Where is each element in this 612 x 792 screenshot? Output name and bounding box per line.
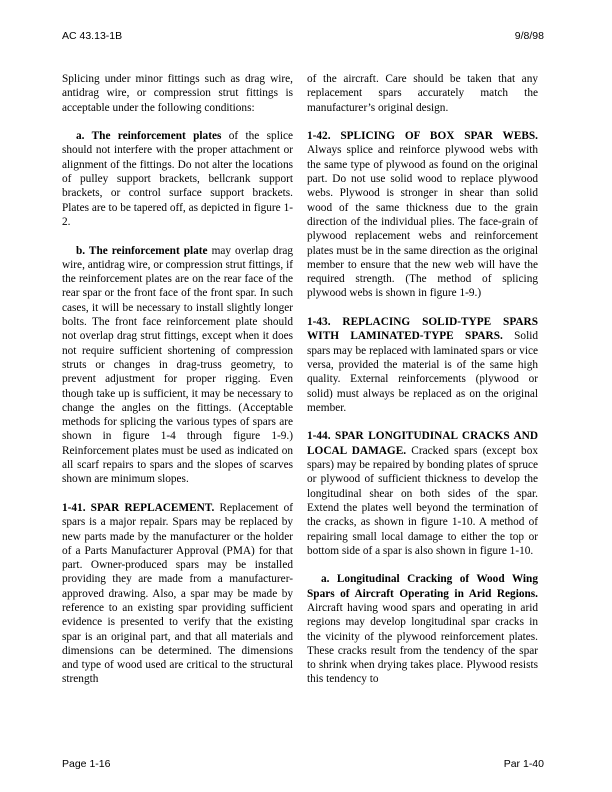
section-1-44-text: Cracked spars (except box spars) may be repaired by bonding plates of spruce or plywood of sufficient thickness to develop the longitudinal shear on both sides of the spar. Extend the plates well beyond the termination of the cracks, as shown in figure 1-10. A method of repairing small local damage to either the top or bottom side of a spar is also shown in figure 1-10.: [307, 444, 538, 557]
section-1-41-heading: 1-41. SPAR REPLACEMENT.: [62, 501, 215, 514]
paragraph-b-lead: b. The reinforcement plate: [76, 244, 208, 257]
section-1-43-text: Solid spars may be replaced with laminated spars or vice versa, provided the material is of the same high quality. External reinforcements (plywood or solid) must always be replaced as on the original member.: [307, 330, 539, 414]
section-1-42-text: Always splice and reinforce plywood webs with the same type of plywood as found on the original part. Do not use solid wood to replace plywood webs. Plywood is stronger in shear than solid wood of the same thickness due to the grain direction of the individual plies. The face-grain of plywood replacement webs and reinforcement plates must be in the same direction as the original member to ensure that the new web will have the required strength. (The method of splicing plywood webs is shown in figure 1-9.): [307, 144, 538, 300]
footer-paragraph-ref: Par 1-40: [503, 758, 544, 770]
section-1-44: [307, 429, 538, 558]
header-date: 9/8/98: [514, 30, 544, 42]
paragraph-a-lead: a. The reinforcement plates: [76, 130, 222, 143]
paragraph-1-44-a-lead: a. Longitudinal Cracking of Wood Wing Spars of Aircraft Operating in Arid Regions.: [307, 573, 538, 600]
paragraph-b-text: may overlap drag wire, antidrag wire, or compression strut fittings, if the reinforcement plates are on the rear face of the rear spar or the front face of the front spar. In such cases, it will be necessary to install slightly longer bolts. The front face reinforcement plate should not overlap drag strut fittings, except when it does not require sufficient shortening of compression struts or changes in drag-truss geometry, to prevent adjustment for proper rigging. Even though take up is sufficient, it may be necessary to change the angles on the fittings. (Acceptable methods for splicing the various types of spars are shown in figure 1-4 through figure 1-9.) Reinforcement plates must be used as indicated on all scarf repairs to spars and the slopes of scarves shown are minimum slopes.: [62, 244, 293, 486]
footer-page-number: Page 1-16: [62, 758, 111, 770]
paragraph-a: [62, 129, 293, 229]
section-1-43: [307, 315, 538, 415]
section-1-43-heading: 1-43. REPLACING SOLID-TYPE SPARS WITH LAMINATED-TYPE SPARS.: [307, 316, 538, 343]
section-1-41: [62, 501, 293, 687]
header-doc-number: AC 43.13-1B: [62, 30, 123, 42]
paragraph-1-44-a-text: Aircraft having wood spars and operating in arid regions may develop longitudinal spar cracks in the vicinity of the plywood reinforcement plates. These cracks result from the tendency of the spar to shrink when drying takes place. Plywood resists this tendency to: [307, 601, 538, 686]
section-1-42: [307, 129, 538, 301]
paragraph-1-44-a: [307, 572, 538, 686]
paragraph-continued: of the aircraft. Care should be taken that any replacement spars accurately match the manufacturer’s original design.: [307, 73, 538, 114]
left-column: [62, 72, 293, 701]
section-1-42-heading: 1-42. SPLICING OF BOX SPAR WEBS.: [307, 130, 538, 143]
paragraph-a-text: of the splice should not interfere with the proper attachment or alignment of the fittings. Do not alter the locations of pulley support brackets, bellcrank support brackets, or control surface support brackets. Plates are to be tapered off, as depicted in figure 1-2.: [62, 130, 293, 228]
paragraph-b: [62, 244, 293, 487]
paragraph-intro: Splicing under minor fittings such as drag wire, antidrag wire, or compression strut fittings is acceptable under the following conditions:: [62, 73, 293, 114]
section-1-41-text: Replacement of spars is a major repair. Spars may be replaced by new parts made by the manufacturer or the holder of a Parts Manufacturer Approval (PMA) for that part. Owner-produced spars may be installed providing they are made from a manufacturer-approved drawing. Also, a spar may be made by reference to an existing spar providing sufficient evidence is presented to verify that the existing spar is an original part, and that all materials and dimensions can be determined. The dimensions and type of wood used are critical to the structural strength: [62, 501, 294, 686]
section-1-44-heading: 1-44. SPAR LONGITUDINAL CRACKS AND LOCAL DAMAGE.: [307, 430, 538, 457]
right-column: [307, 72, 538, 701]
